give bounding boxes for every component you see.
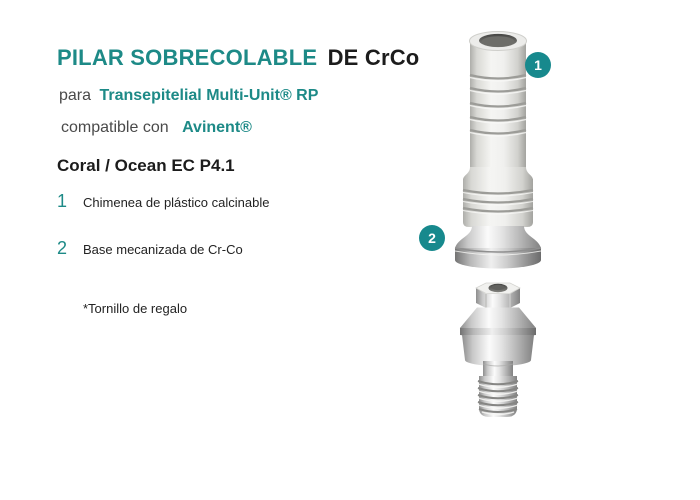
platform-name: Transepitelial Multi-Unit® RP [99, 87, 319, 104]
callout-badge-1: 1 [525, 52, 551, 78]
legend-label-1: Chimenea de plástico calcinable [83, 195, 270, 210]
brand-prefix: compatible con [61, 119, 169, 136]
legend-item-1 [57, 192, 269, 210]
title-highlight: PILAR SOBRECOLABLE [57, 44, 318, 70]
legend-number-2: 2 [57, 238, 68, 258]
subtitle-compatibility [59, 87, 318, 105]
abutment-illustration [460, 283, 536, 417]
callout-badge-2: 2 [419, 225, 445, 251]
gift-screw-note: *Tornillo de regalo [83, 301, 188, 316]
subtitle-prefix: para [59, 87, 92, 104]
page-title [57, 45, 419, 71]
subtitle-brand [61, 119, 252, 137]
brand-name: Avinent® [182, 119, 252, 136]
title-rest: DE CrCo [327, 44, 420, 70]
legend-number-1: 1 [57, 191, 68, 211]
legend-label-2: Base mecanizada de Cr-Co [83, 242, 243, 257]
legend-item-2 [57, 239, 243, 257]
model-name: Coral / Ocean EC P4.1 [57, 156, 235, 175]
